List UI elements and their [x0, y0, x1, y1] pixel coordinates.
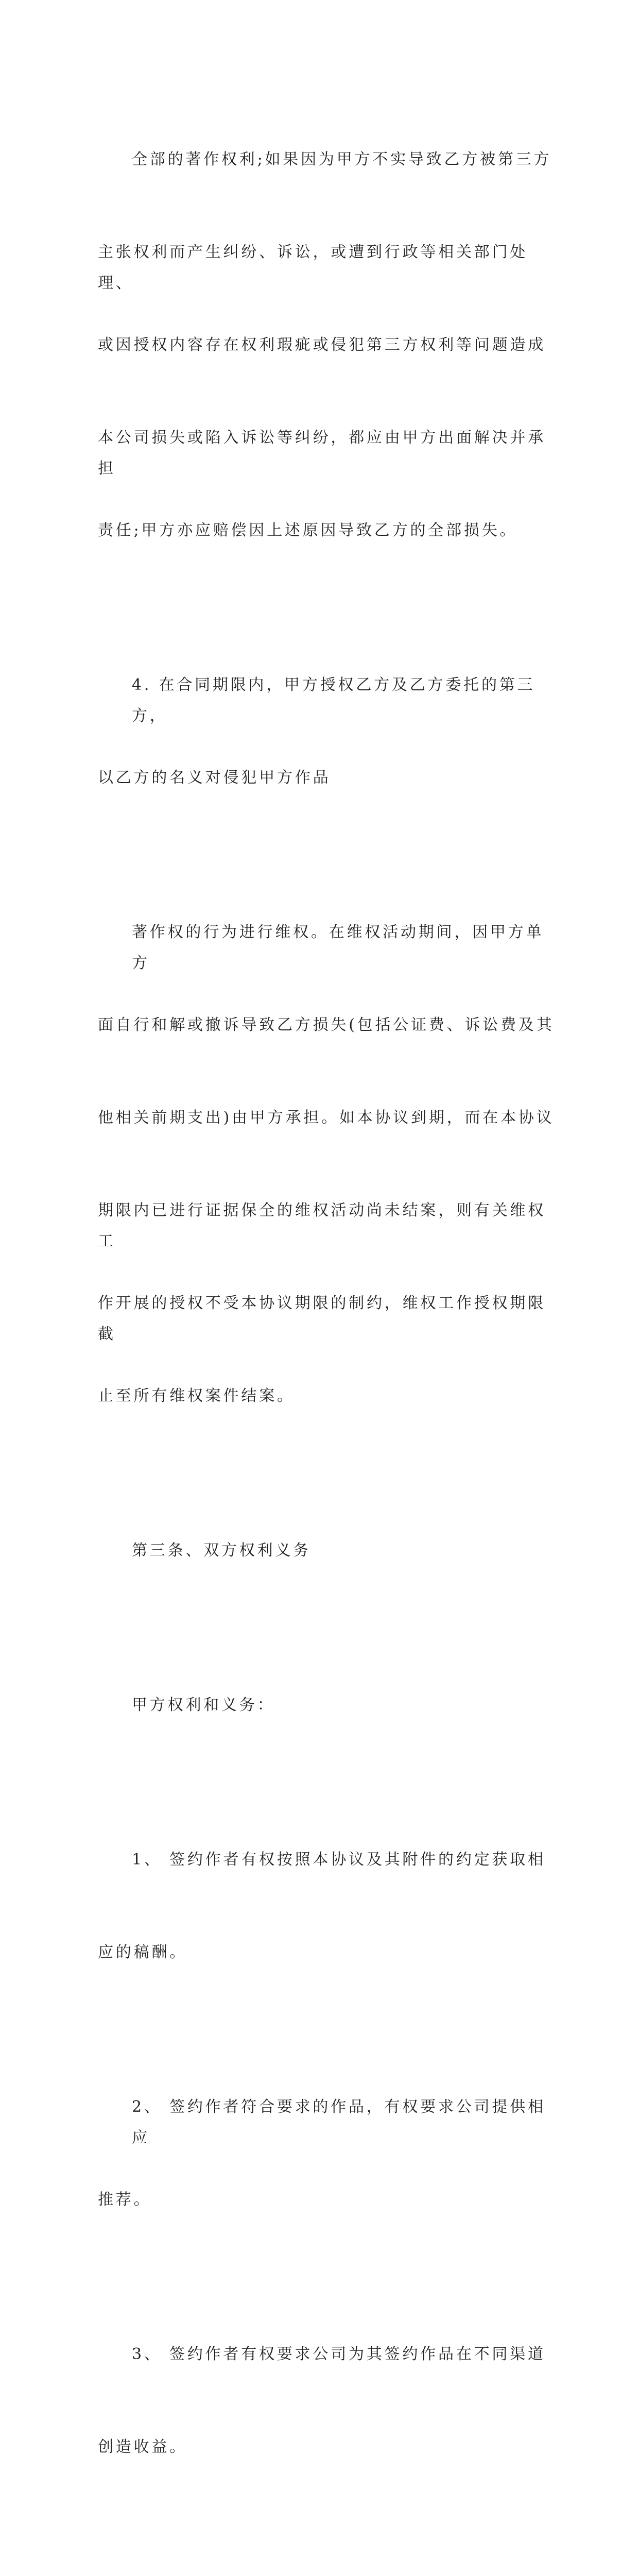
- paragraph-clause-4: [98, 608, 556, 855]
- list-item-3: [98, 2277, 556, 2524]
- list-item-1: [98, 1783, 556, 2030]
- text-line: 4. 在合同期限内，甲方授权乙方及乙方委托的第三方，: [132, 676, 536, 725]
- text-line: 以乙方的名义对侵犯甲方作品: [98, 769, 331, 787]
- text-line: 面自行和解或撤诉导致乙方损失(包括公证费、诉讼费及其: [98, 1016, 555, 1034]
- text-line: 止至所有维权案件结案。: [98, 1387, 295, 1405]
- list-item-2: [98, 2030, 556, 2277]
- text-line: 或因授权内容存在权利瑕疵或侵犯第三方权利等问题造成: [98, 336, 546, 354]
- text-line: 甲方权利和义务：: [132, 1696, 275, 1714]
- text-line: 全部的著作权利;如果因为甲方不实导致乙方被第三方: [132, 150, 552, 168]
- text-line: 作开展的授权不受本协议期限的制约，维权工作授权期限截: [98, 1294, 546, 1343]
- text-line: 本公司损失或陷入诉讼等纠纷，都应由甲方出面解决并承担: [98, 429, 546, 478]
- text-line: 期限内已进行证据保全的维权活动尚未结案，则有关维权工: [98, 1201, 546, 1250]
- text-line: 2、 签约作者符合要求的作品，有权要求公司提供相应: [132, 2098, 546, 2147]
- text-line: 主张权利而产生纠纷、诉讼，或遭到行政等相关部门处理、: [98, 243, 528, 292]
- text-line: 推荐。: [98, 2191, 152, 2209]
- text-line: 应的稿酬。: [98, 1943, 187, 1961]
- party-a-rights-heading: [98, 1628, 556, 1783]
- text-line: 创造收益。: [98, 2438, 187, 2456]
- text-line: 责任;甲方亦应赔偿因上述原因导致乙方的全部损失。: [98, 521, 518, 539]
- list-item-4: [98, 2524, 556, 2576]
- text-line: 第三条、双方权利义务: [132, 1541, 311, 1560]
- paragraph-rights-protection: [98, 855, 556, 1473]
- article-3-heading: [98, 1473, 556, 1628]
- text-line: 1、 签约作者有权按照本协议及其附件的约定获取相: [132, 1851, 546, 1869]
- text-line: 他相关前期支出)由甲方承担。如本协议到期，而在本协议: [98, 1109, 555, 1127]
- text-line: 著作权的行为进行维权。在维权活动期间，因甲方单方: [132, 923, 544, 972]
- paragraph-liability: [98, 82, 556, 608]
- text-line: 3、 签约作者有权要求公司为其签约作品在不同渠道: [132, 2345, 546, 2363]
- document-body: [98, 82, 556, 2576]
